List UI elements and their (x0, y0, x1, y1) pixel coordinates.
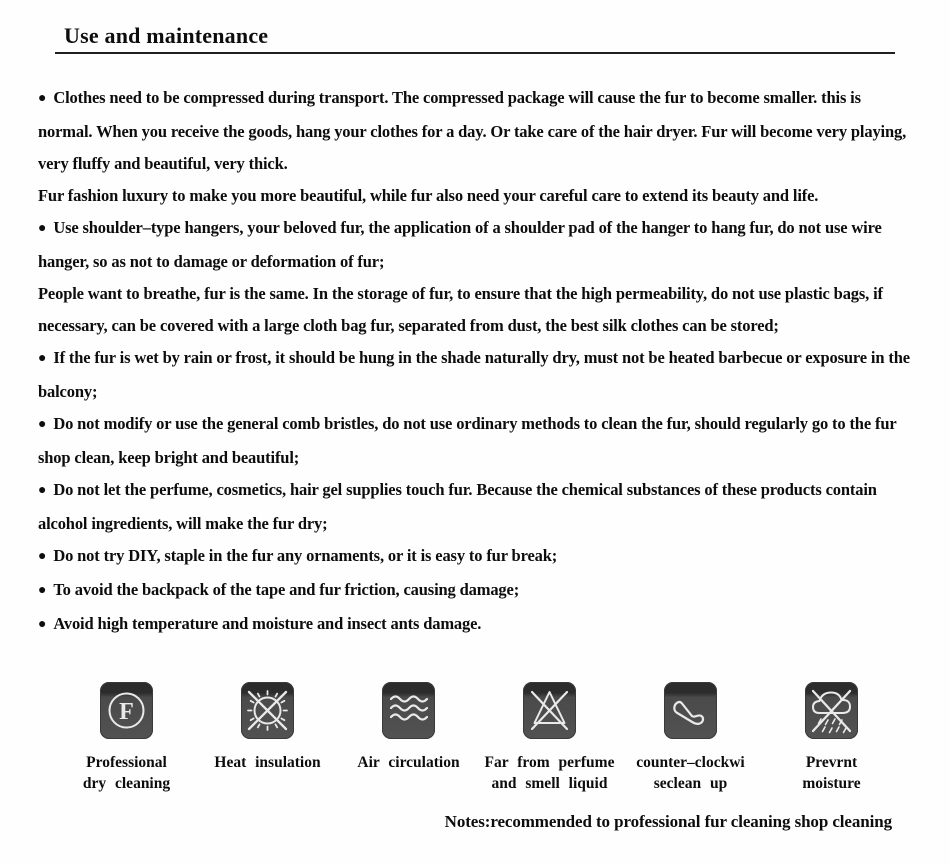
title-underline (55, 52, 895, 54)
svg-text:F: F (119, 699, 134, 725)
paragraph-text: Fur fashion luxury to make you more beautiful, while fur also need your careful care to extend its beauty and life. (38, 186, 819, 205)
care-icon-label (83, 752, 170, 794)
page-title: Use and maintenance (64, 23, 269, 48)
care-paragraph (38, 474, 916, 540)
care-icons-row (56, 682, 904, 794)
paragraph-text: Clothes need to be compressed during transport. The compressed package will cause the fur to become smaller. this is normal. When you receive the goods, hang your clothes for a day. Or take care of the hair dryer. Fur will become very playing, very fluffy and beautiful, very thick. (38, 88, 907, 173)
care-paragraph (38, 342, 916, 408)
care-icon-label (802, 752, 860, 794)
bullet-icon: ● (38, 583, 47, 598)
care-icon-label-line: Air circulation (357, 754, 460, 771)
care-icon-label-line: moisture (802, 775, 861, 792)
care-icon-label-line: seclean up (653, 775, 728, 792)
paragraph-text: People want to breathe, fur is the same. In the storage of fur, to ensure that the high permeability, do not use plastic bags, if necessary, can be covered with a large cloth bag fur, separated from dust, the best silk clothes can be stored; (38, 284, 883, 335)
dry-clean-f-icon (100, 682, 153, 739)
bullet-icon: ● (38, 91, 47, 106)
paragraph-text: Use shoulder–type hangers, your beloved fur, the application of a shoulder pad of the hanger to hang fur, do not use wire hanger, so as not to damage or deformation of fur; (38, 218, 882, 271)
paragraph-text: Do not try DIY, staple in the fur any ornaments, or it is easy to fur break; (53, 546, 558, 565)
paragraph-text: To avoid the backpack of the tape and fur friction, causing damage; (53, 580, 520, 599)
care-icon-label (636, 752, 744, 794)
care-paragraph (38, 540, 916, 574)
care-paragraph (38, 212, 916, 278)
no-sun-heat-icon (241, 682, 294, 739)
care-paragraph (38, 82, 916, 180)
care-paragraph (38, 608, 916, 642)
care-symbol-item (197, 682, 338, 794)
care-icon-label (485, 752, 615, 794)
care-symbol-item (620, 682, 761, 794)
care-icon-label-line: Heat insulation (214, 754, 321, 771)
care-icon-label (214, 752, 320, 773)
bullet-icon: ● (38, 617, 47, 632)
bullet-icon: ● (38, 351, 47, 366)
bullet-icon: ● (38, 221, 47, 236)
care-icon-label-line: dry cleaning (82, 775, 171, 792)
care-icon-label-line: Far from perfume (484, 754, 615, 771)
paragraph-text: Do not modify or use the general comb bristles, do not use ordinary methods to clean the fur, should regularly go to the fur shop clean, keep bright and beautiful; (38, 414, 897, 467)
paragraph-text: If the fur is wet by rain or frost, it should be hung in the shade naturally dry, must not be heated barbecue or exposure in the balcony; (38, 348, 910, 401)
bullet-icon: ● (38, 549, 47, 564)
care-icon-label (357, 752, 459, 773)
no-rain-icon (805, 682, 858, 739)
bullet-icon: ● (38, 483, 47, 498)
care-symbol-item (761, 682, 902, 794)
brush-clean-icon (664, 682, 717, 739)
bullet-icon: ● (38, 417, 47, 432)
care-paragraph (38, 574, 916, 608)
care-paragraph (38, 408, 916, 474)
paragraph-text: Avoid high temperature and moisture and insect ants damage. (53, 614, 482, 633)
care-icon-label-line: Professional (86, 754, 167, 771)
care-icon-label-line: counter–clockwi (636, 754, 745, 771)
care-icon-label-line: Prevrnt (805, 754, 858, 771)
care-symbol-item (479, 682, 620, 794)
air-waves-icon (382, 682, 435, 739)
care-symbol-item (338, 682, 479, 794)
care-paragraph (38, 180, 916, 212)
care-paragraph (38, 278, 916, 342)
no-perfume-icon (523, 682, 576, 739)
care-icon-label-line: and smell liquid (491, 775, 608, 792)
paragraph-text: Do not let the perfume, cosmetics, hair gel supplies touch fur. Because the chemical substances of these products contain alcohol ingredients, will make the fur dry; (38, 480, 877, 533)
care-symbol-item (56, 682, 197, 794)
footer-note: Notes:recommended to professional fur cleaning shop cleaning (444, 812, 892, 831)
body-text (38, 82, 916, 660)
